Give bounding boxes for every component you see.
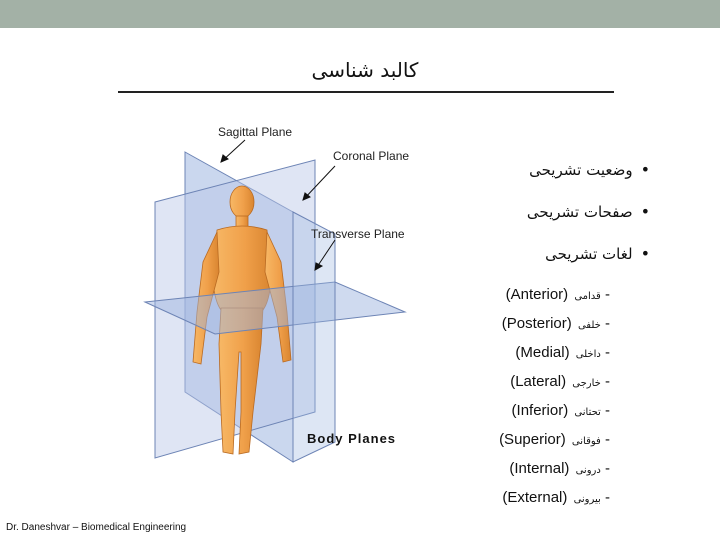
term-english: (Anterior) [505, 286, 569, 303]
term-dash: - [605, 489, 610, 506]
term-persian: خلفی [577, 320, 601, 331]
term-row [515, 344, 610, 361]
term-persian: درونی [575, 465, 601, 476]
slide-title: کالبد شناسی [311, 58, 419, 82]
coronal-plane-label: Coronal Plane [333, 149, 410, 163]
bullet-marker: • [640, 160, 650, 179]
bullet-item [529, 160, 650, 179]
term-row [512, 402, 610, 419]
term-row [509, 460, 610, 477]
term-dash: - [605, 431, 610, 448]
term-row [502, 315, 610, 332]
bullet-marker: • [640, 244, 650, 263]
term-dash: - [605, 286, 610, 303]
term-dash: - [605, 344, 610, 361]
term-english: (External) [502, 489, 568, 506]
term-dash: - [605, 402, 610, 419]
term-persian: داخلی [575, 349, 601, 360]
title-divider [118, 91, 614, 93]
term-dash: - [605, 373, 610, 390]
term-row [506, 286, 610, 303]
transverse-plane-label: Transverse Plane [311, 227, 405, 241]
term-persian: خارجی [572, 378, 601, 389]
term-english: (Lateral) [510, 373, 567, 390]
bullet-text: لغات تشریحی [545, 245, 633, 263]
footer-credit: Dr. Daneshvar – Biomedical Engineering [6, 522, 187, 533]
term-english: (Superior) [499, 431, 566, 448]
body-planes-figure [135, 112, 425, 470]
bullet-item [527, 202, 650, 221]
bullet-item [545, 244, 650, 263]
bullet-text: وضعیت تشریحی [529, 161, 633, 179]
term-persian: فوقانی [571, 436, 601, 447]
term-row [502, 489, 610, 506]
sagittal-plane-label: Sagittal Plane [218, 125, 293, 139]
body-planes-illustration [135, 112, 425, 470]
top-bar [0, 0, 720, 28]
term-row [510, 373, 610, 390]
term-english: (Medial) [515, 344, 570, 361]
term-dash: - [605, 460, 610, 477]
term-persian: تحتانی [574, 407, 601, 418]
term-english: (Internal) [509, 460, 570, 477]
term-english: (Inferior) [511, 402, 569, 419]
term-persian: قدامی [574, 291, 601, 302]
term-row [499, 431, 610, 448]
term-persian: بیرونی [573, 494, 601, 505]
term-dash: - [605, 315, 610, 332]
term-english: (Posterior) [501, 315, 572, 332]
bullet-marker: • [640, 202, 650, 221]
figure-caption: Body Planes [307, 431, 397, 446]
bullet-text: صفحات تشریحی [526, 203, 633, 221]
